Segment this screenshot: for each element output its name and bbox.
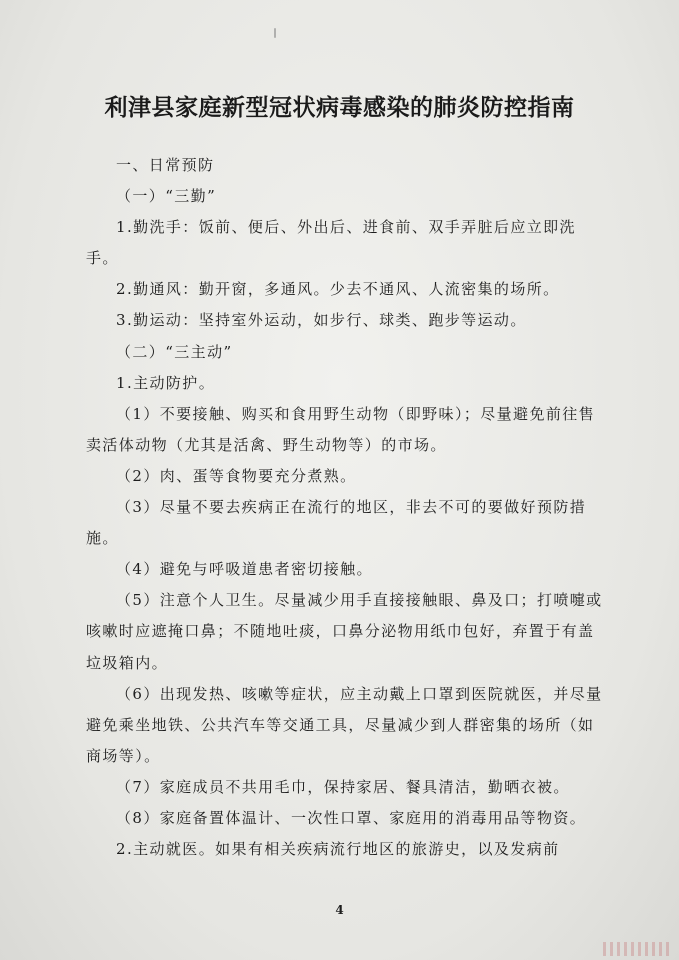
paragraph: 2.勤通风：勤开窗，多通风。少去不通风、人流密集的场所。 bbox=[116, 280, 560, 299]
scan-speck bbox=[274, 28, 276, 38]
subsection-heading: （一）“三勤” bbox=[116, 187, 217, 206]
page-number: 4 bbox=[335, 903, 344, 917]
paragraph: （5）注意个人卫生。尽量减少用手直接接触眼、鼻及口；打喷嚏或咳嗽时应遮掩口鼻；不随地吐痰，口鼻分泌物用纸巾包好，弃置于有盖垃圾箱内。 bbox=[86, 591, 603, 672]
paragraph: 1.勤洗手：饭前、便后、外出后、进食前、双手弄脏后应立即洗手。 bbox=[86, 218, 576, 268]
paragraph: （2）肉、蛋等食物要充分煮熟。 bbox=[116, 466, 357, 485]
subsection-heading: （二）“三主动” bbox=[116, 342, 233, 361]
paragraph: 1.主动防护。 bbox=[116, 373, 216, 392]
scan-edge-noise bbox=[603, 942, 673, 956]
paragraph: 3.勤运动：坚持室外运动，如步行、球类、跑步等运动。 bbox=[116, 311, 527, 330]
paragraph: （3）尽量不要去疾病正在流行的地区，非去不可的要做好预防措施。 bbox=[86, 498, 587, 548]
paragraph: 2.主动就医。如果有相关疾病流行地区的旅游史，以及发病前 bbox=[116, 840, 560, 859]
document-title: 利津县家庭新型冠状病毒感染的肺炎防控指南 bbox=[104, 95, 575, 121]
document-body bbox=[86, 150, 604, 865]
paragraph: （4）避免与呼吸道患者密切接触。 bbox=[116, 560, 373, 579]
paragraph: （8）家庭备置体温计、一次性口罩、家庭用的消毒用品等物资。 bbox=[116, 808, 587, 827]
section-heading: 一、日常预防 bbox=[116, 156, 215, 174]
paragraph: （7）家庭成员不共用毛巾，保持家居、餐具清洁，勤晒衣被。 bbox=[116, 777, 570, 796]
paragraph: （6）出现发热、咳嗽等症状，应主动戴上口罩到医院就医，并尽量避免乘坐地铁、公共汽车等交通工具，尽量减少到人群密集的场所（如商场等）。 bbox=[86, 684, 603, 765]
paragraph: （1）不要接触、购买和食用野生动物（即野味）；尽量避免前往售卖活体动物（尤其是活禽、野生动物等）的市场。 bbox=[86, 404, 596, 454]
